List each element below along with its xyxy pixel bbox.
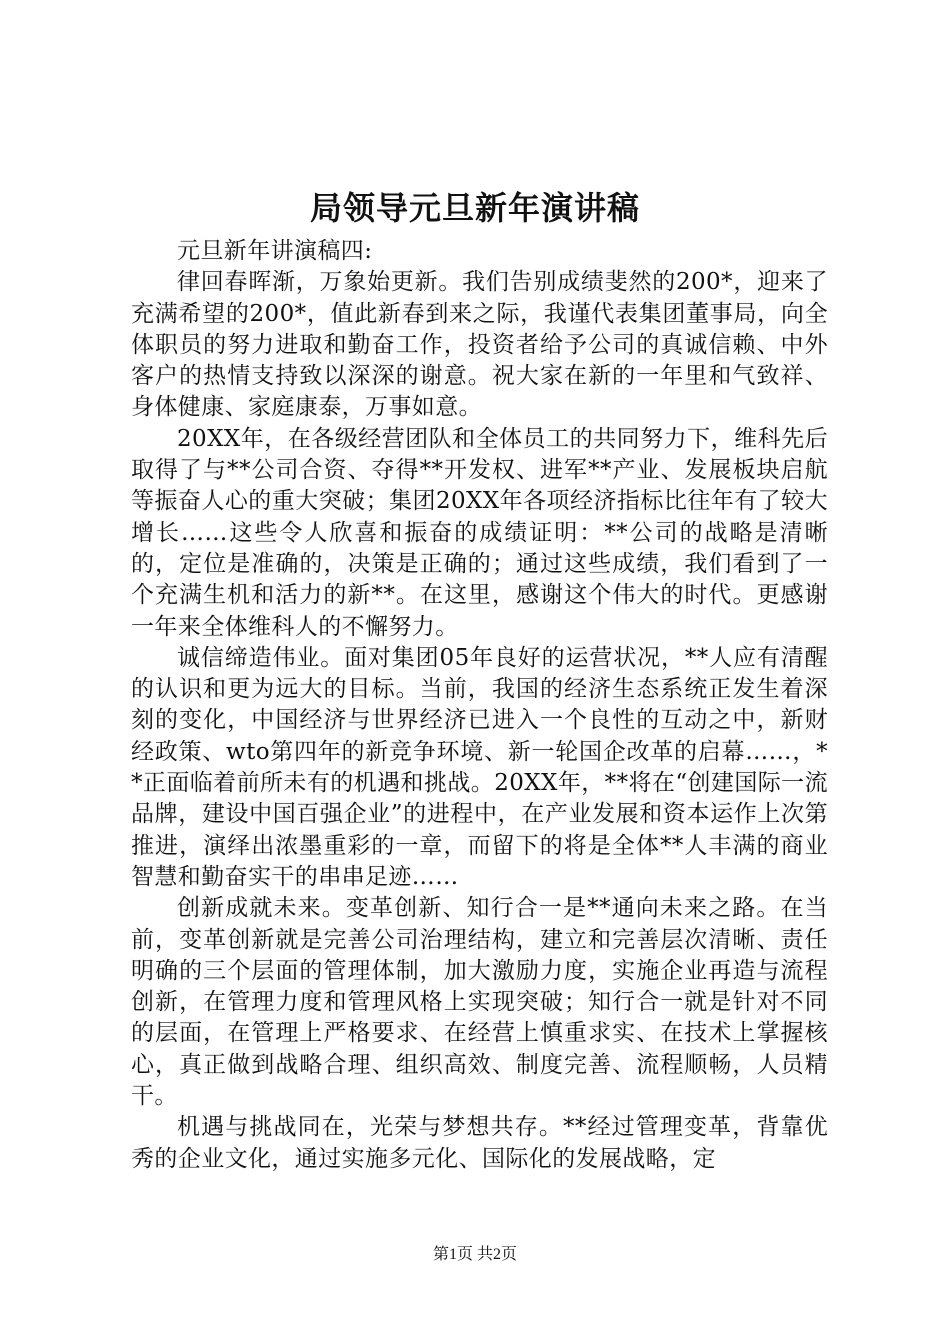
paragraph-5: 机遇与挑战同在，光荣与梦想共存。**经过管理变革，背靠优秀的企业文化，通过实施多元化、国际化的发展战略，定 [131,1114,828,1172]
paragraph-3: 诚信缔造伟业。面对集团05年良好的运营状况，**人应有清醒的认识和更为远大的目标。当前，我国的经济生态系统正发生着深刻的变化，中国经济与世界经济已进入一个良性的互动之中，新财经政策、wto第四年的新竞争环境、新一轮国企改革的启幕……，**正面临着前所未有的机遇和挑战。20XX年，**将在“创建国际一流品牌，建设中国百强企业”的进程中，在产业发展和资本运作上次第推进，演绎出浓墨重彩的一章，而留下的将是全体**人丰满的商业智慧和勤奋实干的串串足迹…… [131,644,828,890]
paragraph-heading: 元旦新年讲演稿四: [177,238,373,264]
paragraph-2: 20XX年，在各级经营团队和全体员工的共同努力下，维科先后取得了与**公司合资、夺得**开发权、进军**产业、发展板块启航等振奋人心的重大突破；集团20XX年各项经济指标比往年有了较大增长……这些令人欣喜和振奋的成绩证明：**公司的战略是清晰的，定位是准确的，决策是正确的；通过这些成绩，我们看到了一个充满生机和活力的新**。在这里，感谢这个伟大的时代。更感谢一年来全体维科人的不懈努力。 [131,425,828,640]
page-number-footer: 第1页 共2页 [432,1246,517,1263]
document-title: 局领导元旦新年演讲稿 [309,189,640,227]
document-body [131,236,828,1175]
paragraph-1: 律回春晖渐，万象始更新。我们告别成绩斐然的200*，迎来了充满希望的200*，值此新春到来之际，我谨代表集团董事局，向全体职员的努力进取和勤奋工作，投资者给予公司的真诚信赖、中外客户的热情支持致以深深的谢意。祝大家在新的一年里和气致祥、身体健康、家庭康泰，万事如意。 [131,269,828,421]
paragraph-4: 创新成就未来。变革创新、知行合一是**通向未来之路。在当前，变革创新就是完善公司治理结构，建立和完善层次清晰、责任明确的三个层面的管理体制，加大激励力度，实施企业再造与流程创新，在管理力度和管理风格上实现突破；知行合一就是针对不同的层面，在管理上严格要求、在经营上慎重求实、在技术上掌握核心，真正做到战略合理、组织高效、制度完善、流程顺畅，人员精干。 [131,895,828,1110]
